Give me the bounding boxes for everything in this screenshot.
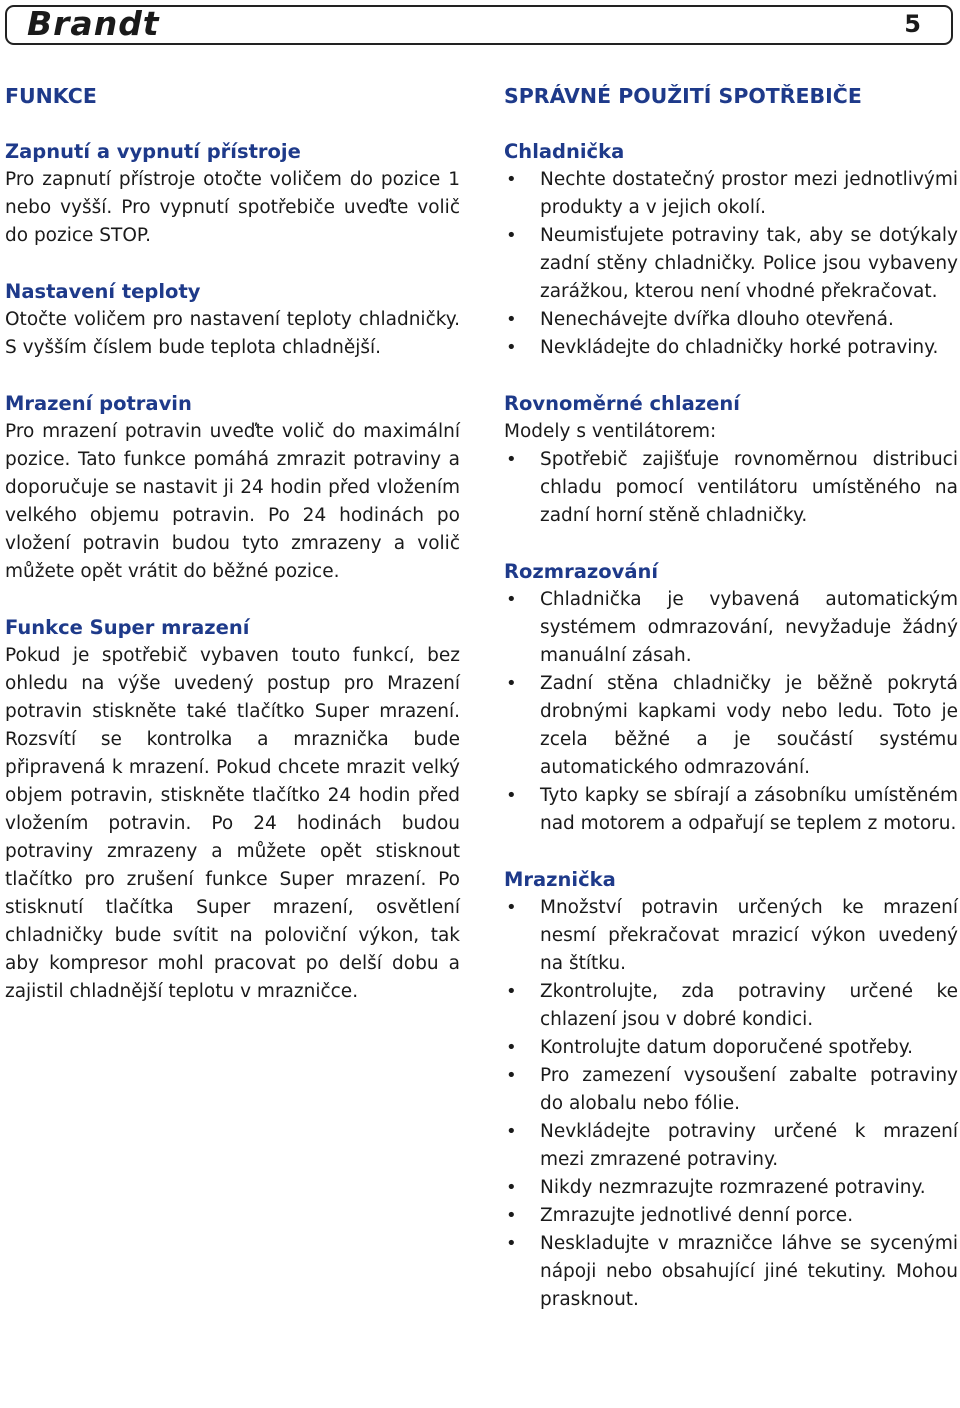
- section-title-funkce: FUNKCE: [5, 84, 97, 108]
- brand-logo: Brandt: [27, 4, 160, 43]
- list-item: • Zkontrolujte, zda potraviny určené ke chlazení jsou v dobré kondici.: [504, 978, 958, 1034]
- list-item: • Zadní stěna chladničky je běžně pokrytá drobnými kapkami vody nebo ledu. Toto je zcela běžné a je součástí systému automatického odmrazování.: [504, 670, 958, 782]
- list-item: • Neskladujte v mrazničce láhve se sycenými nápoji nebo obsahující jiné tekutiny. Mohou prasknout.: [504, 1230, 958, 1314]
- left-column: [5, 82, 460, 1006]
- list-item: • Pro zamezení vysoušení zabalte potraviny do alobalu nebo fólie.: [504, 1062, 958, 1118]
- text-mrazeni-potravin: Pro mrazení potravin uveďte volič do maximální pozice. Tato funkce pomáhá zmrazit potraviny a doporučuje se nastavit ji 24 hodin před vložením velkého objemu potravin. Po 24 hodinách po vložení potravin budou tyto zmrazeny a volič můžete opět vrátit do běžné pozice.: [5, 421, 460, 582]
- heading-rovnomerne-chlazeni: Rovnoměrné chlazení: [504, 392, 740, 415]
- heading-rozmrazovani: Rozmrazování: [504, 560, 659, 583]
- heading-mrazeni-potravin: Mrazení potravin: [5, 392, 192, 415]
- page-number: 5: [904, 10, 921, 38]
- section-title-spravne-pouziti: SPRÁVNÉ POUŽITÍ SPOTŘEBIČE: [504, 84, 862, 108]
- heading-chladnicka: Chladnička: [504, 140, 625, 163]
- text-zapnuti: Pro zapnutí přístroje otočte voličem do pozice 1 nebo vyšší. Pro vypnutí spotřebiče uveďte volič do pozice STOP.: [5, 169, 460, 246]
- heading-mraznicka: Mraznička: [504, 868, 616, 891]
- right-column: [504, 82, 958, 1342]
- list-rovnomerne: [504, 446, 958, 530]
- list-item: • Nikdy nezmrazujte rozmrazené potraviny.: [504, 1174, 958, 1202]
- list-item: • Nechte dostatečný prostor mezi jednotlivými produkty a v jejich okolí.: [504, 166, 958, 222]
- list-item: • Nevkládejte potraviny určené k mrazení mezi zmrazené potraviny.: [504, 1118, 958, 1174]
- list-item: • Kontrolujte datum doporučené spotřeby.: [504, 1034, 958, 1062]
- list-rozmrazovani: [504, 586, 958, 838]
- list-item: • Množství potravin určených ke mrazení nesmí překračovat mrazicí výkon uvedený na štítku.: [504, 894, 958, 978]
- text-nastaveni-teploty: Otočte voličem pro nastavení teploty chladničky. S vyšším číslem bude teplota chladnější.: [5, 309, 460, 358]
- list-item: • Tyto kapky se sbírají a zásobníku umístěném nad motorem a odpařují se teplem z motoru.: [504, 782, 958, 838]
- heading-super-mrazeni: Funkce Super mrazení: [5, 616, 250, 639]
- list-item: • Nenechávejte dvířka dlouho otevřená.: [504, 306, 958, 334]
- list-mraznicka: [504, 894, 958, 1314]
- list-item: • Zmrazujte jednotlivé denní porce.: [504, 1202, 958, 1230]
- list-item: • Neumisťujete potraviny tak, aby se dotýkaly zadní stěny chladničky. Police jsou vybaveny zarážkou, kterou není vhodné překračovat.: [504, 222, 958, 306]
- list-chladnicka: [504, 166, 958, 362]
- list-item: • Nevkládejte do chladničky horké potraviny.: [504, 334, 958, 362]
- heading-zapnuti: Zapnutí a vypnutí přístroje: [5, 140, 301, 163]
- page-header: [5, 5, 953, 45]
- list-item: • Spotřebič zajišťuje rovnoměrnou distribuci chladu pomocí ventilátoru umístěného na zadní horní stěně chladničky.: [504, 446, 958, 530]
- text-super-mrazeni: Pokud je spotřebič vybaven touto funkcí, bez ohledu na výše uvedený postup pro Mrazení potravin stiskněte také tlačítko Super mrazení. Rozsvítí se kontrolka a mraznička bude připravená k mrazení. Pokud chcete mrazit velký objem potravin, stiskněte tlačítko 24 hodin před vložením potravin. Po 24 hodinách budou potraviny zmrazeny a můžete opět stisknout tlačítko pro zrušení funkce Super mrazení. Po stisknutí tlačítka Super mrazení, osvětlení chladničky bude svítit na poloviční výkon, tak aby kompresor mohl pracovat po delší dobu a zajistil chladnější teplotu v mrazničce.: [5, 645, 460, 1002]
- heading-nastaveni-teploty: Nastavení teploty: [5, 280, 201, 303]
- text-modely-s-ventilatorem: Modely s ventilátorem:: [504, 421, 717, 442]
- list-item: • Chladnička je vybavená automatickým systémem odmrazování, nevyžaduje žádný manuální zásah.: [504, 586, 958, 670]
